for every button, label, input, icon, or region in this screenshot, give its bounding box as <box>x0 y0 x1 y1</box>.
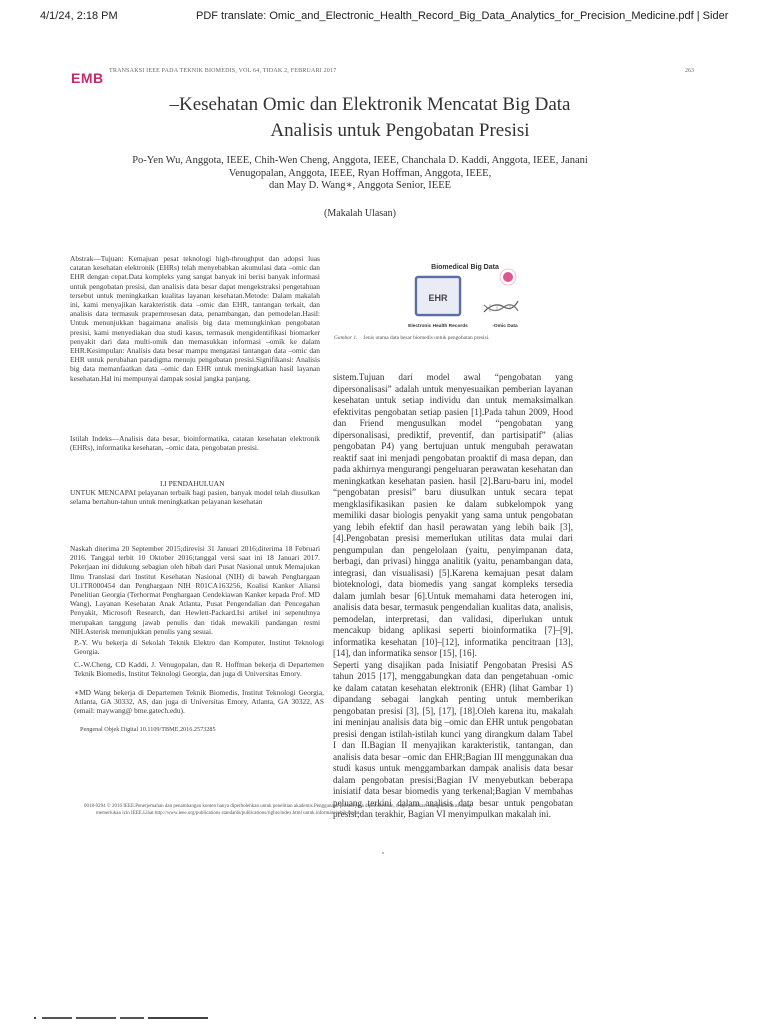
authors-line2: Venugopalan, Anggota, IEEE, Ryan Hoffman, Anggota, IEEE, <box>228 167 492 179</box>
figure-1 <box>400 257 530 337</box>
intro-paragraph: UNTUK MENCAPAI pelayanan terbaik bagi pasien, banyak model telah diusulkan selama bertahun-tahun untuk meningkatkan pelayanan kesehatan <box>70 488 320 507</box>
received-note: Naskah diterima 20 September 2015;direvisi 31 Januari 2016;diterima 18 Februari 2016. Tanggal terbit 10 Oktober 2016;tanggal versi saat ini 18 Januari 2017. Pekerjaan ini didukung sebagian oleh hibah dari Pusat Nasional untuk Memajukan Ilmu Translasi dari Institut Kesehatan Nasional (NIH) di bawah Penghargaan UL1TR000454 dan Penghargaan NIH R01CA163256, Koalisi Kanker Aliansi Penelitian Georgia (Terhormat Penghargaan Cendekiawan Kanker kepada Prof. MD Wang), Layanan Kesehatan Anak Atlanta, Pusat Pengendalian dan Pencegahan Penyakit, Microsoft Research, dan Hewlett-Packard.Isi artikel ini sepenuhnya merupakan tanggung jawab penulis dan tidak mewakili pandangan resmi NIH.Asterisk menunjukkan penulis yang sesuai. <box>70 544 320 636</box>
emb-logo: EMB <box>71 70 104 86</box>
figure-title: Biomedical Big Data <box>431 264 499 271</box>
ehr-caption: Electronic Health Records <box>408 324 468 329</box>
footer-line2: memerlukan izin IEEE.Lihat http://www.ieee.org/publications standards/publications/rights/index.html untuk informasi lebih lanjut. <box>96 811 361 816</box>
affiliation-2: C.-W.Cheng, CD Kaddi, J. Venugopalan, dan R. Hoffman bekerja di Departemen Teknik Biomedis, Institut Teknologi Georgia, dan juga di Universitas Emory. <box>74 660 324 679</box>
affiliation-1: P.-Y. Wu bekerja di Sekolah Teknik Elektro dan Komputer, Institut Teknologi Georgia. <box>74 638 324 657</box>
page-dot <box>382 852 384 854</box>
affiliation-3: ∗MD Wang bekerja di Departemen Teknik Biomedis, Institut Teknologi Georgia, Atlanta, GA 30332, AS, dan juga di Universitas Emory, Atlanta, GA 30322, AS (email: maywang@ bme.gatech.edu). <box>74 688 324 716</box>
figure-caption-text: Jenis utama data besar biomedis untuk pengobatan presisi. <box>363 335 490 341</box>
copyright-footer <box>84 803 684 817</box>
page-number: 263 <box>685 68 694 74</box>
omic-caption: -Omic Data <box>492 324 518 329</box>
footer-line1: 0018-9294 © 2016 IEEE.Penerjemahan dan penambangan konten hanya diperbolehkan untuk penelitian akademis.Penggunaan pribadi juga diperbolehkan, tetapi publikasi ulang/distribusi ulang <box>84 804 472 809</box>
doi: Pengenal Objek Digital 10.1109/TBME.2016.2573285 <box>80 726 216 733</box>
authors-line1: Po-Yen Wu, Anggota, IEEE, Chih-Wen Cheng, Anggota, IEEE, Chanchala D. Kaddi, Anggota, IEEE, Janani <box>132 155 588 166</box>
figure-1-graphic <box>400 257 530 337</box>
authors-line3: dan May D. Wang∗, Anggota Senior, IEEE <box>268 180 452 191</box>
print-header <box>0 10 768 26</box>
print-datetime: 4/1/24, 2:18 PM <box>40 10 118 22</box>
figure-caption-label: Gambar 1. <box>334 335 358 341</box>
paper-title <box>60 92 660 144</box>
paper-type-label: (Makalah Ulasan) <box>324 208 396 219</box>
author-list <box>80 155 640 193</box>
cropped-bottom-url <box>34 1016 214 1020</box>
print-page-title: PDF translate: Omic_and_Electronic_Health_Record_Big_Data_Analytics_for_Precision_Medicine.pdf | Sider <box>196 10 729 22</box>
abstract: Abstrak—Tujuan: Kemajuan pesat teknologi high-throughput dan adopsi luas catatan kesehatan elektronik (EHRs) telah menyebabkan akumulasi data –omic dan EHR dengan cepat.Data kompleks yang sangat banyak ini berisi banyak informasi untuk pengobatan presisi, dan analisis data besar dapat mengekstraksi pengetahuan tersebut untuk meningkatkan kualitas layanan kesehatan.Metode: Dalam makalah ini, kami menyajikan karakteristik data –omic dan EHR, tantangan terkait, dan analisis data termasuk prapemrosesan data, penambangan, dan pemodelan.Hasil: Untuk menunjukkan bagaimana analisis big data memungkinkan pengobatan presisi, kami menyediakan dua studi kasus, termasuk mengidentifikasi biomarker penyakit dari data multi-omik dan memasukkan informasi –omik ke dalam EHR.Kesimpulan: Analisis data besar mampu mengatasi tantangan data –omic dan EHR untuk perubahan paradigma menuju pengobatan presisi.Signifikansi: Analisis big data memanfaatkan data –omic dan EHR untuk meningkatkan hasil layanan kesehatan.Hal ini mempunyai dampak sosial jangka panjang. <box>70 254 320 383</box>
paper-title-line1: –Kesehatan Omic dan Elektronik Mencatat Big Data <box>169 94 571 115</box>
right-paragraph-1: sistem.Tujuan dari model awal “pengobatan yang dipersonalisasi” adalah untuk menyesuaikan pemberian layanan kesehatan untuk setiap individu dan untuk memaksimalkan efektivitas pengobatan setiap pasien [1].Pada tahun 2009, Hood dan Friend mengusulkan model “pengobatan yang dipersonalisasi, prediktif, preventif, dan partisipatif” (alias pengobatan P4) yang bertujuan untuk mengubah perawatan reaktif saat ini menjadi pengobatan proaktif di masa depan, dan pada akhirnya mengurangi pengeluaran perawatan kesehatan dan meningkatkan kesehatan pasien. hasil [2].Baru-baru ini, model “pengobatan presisi” baru diusulkan untuk secara tepat mengklasifikasikan pasien ke dalam subkelompok yang memiliki dasar biologis penyakit yang sama untuk pengobatan yang lebih efektif dan hasil perawatan yang lebih baik [3], [4].Pengobatan presisi memerlukan utilitas data mulai dari pengumpulan dan pengelolaan (yaitu, penyimpanan data, berbagi, dan privasi) hingga analitik (yaitu, penambangan data, integrasi, dan visualisasi) [5].Karena kemajuan pesat dalam bioteknologi, data biomedis yang sangat kompleks tersedia dalam jumlah besar [6].Untuk memahami data heterogen ini, analisis data besar, termasuk pengendalian kualitas data, analisis, pemodelan, interpretasi, dan validasi, diperlukan untuk mencakup bidang aplikasi seperti bioinformatika [7]–[9], informatika kesehatan [10]–[12], informatika pencitraan [13], [14], dan informatika sensor [15], [16]. <box>333 372 573 658</box>
index-terms: Istilah Indeks—Analisis data besar, bioinformatika, catatan kesehatan elektronik (EHRs), informatika kesehatan, –omic data, pengobatan presisi. <box>70 434 320 453</box>
ehr-document-icon <box>416 277 460 315</box>
paper-title-line2: Analisis untuk Pengobatan Presisi <box>270 120 530 141</box>
dna-icon <box>484 269 518 312</box>
section-heading-intro: I.I PENDAHULUAN <box>160 479 225 488</box>
right-paragraph-2: Seperti yang disajikan pada Inisiatif Pengobatan Presisi AS tahun 2015 [17], menggabungkan data dan pengetahuan -omic ke dalam catatan kesehatan elektronik (EHR) (lihat Gambar 1) dipandang sebagai langkah penting untuk memberikan pengobatan presisi [3], [5], [17], [18].Oleh karena itu, makalah ini meninjau analisis data big –omic dan EHR untuk pengobatan presisi dengan istilah-istilah kunci yang dirangkum dalam Tabel I dan II.Bagian II menyajikan karakteristik, tantangan, dan analisis data besar –omic dan EHR;Bagian III menggunakan dua studi kasus untuk menggambarkan dampak analisis data besar dalam pengobatan presisi;Bagian IV menyebutkan beberapa inisiatif data besar biomedis yang terkenal;Bagian V membahas peluang terkini dalam analisis data besar untuk pengobatan presisi;dan terakhir, Bagian VI menyimpulkan makalah ini. <box>333 659 573 819</box>
figure-1-caption <box>334 335 634 341</box>
right-column <box>333 372 573 821</box>
journal-running-head: TRANSAKSI IEEE PADA TEKNIK BIOMEDIS, VOL 64, TIDAK 2, FEBRUARI 2017 <box>109 68 337 74</box>
ehr-label: EHR <box>428 293 448 303</box>
